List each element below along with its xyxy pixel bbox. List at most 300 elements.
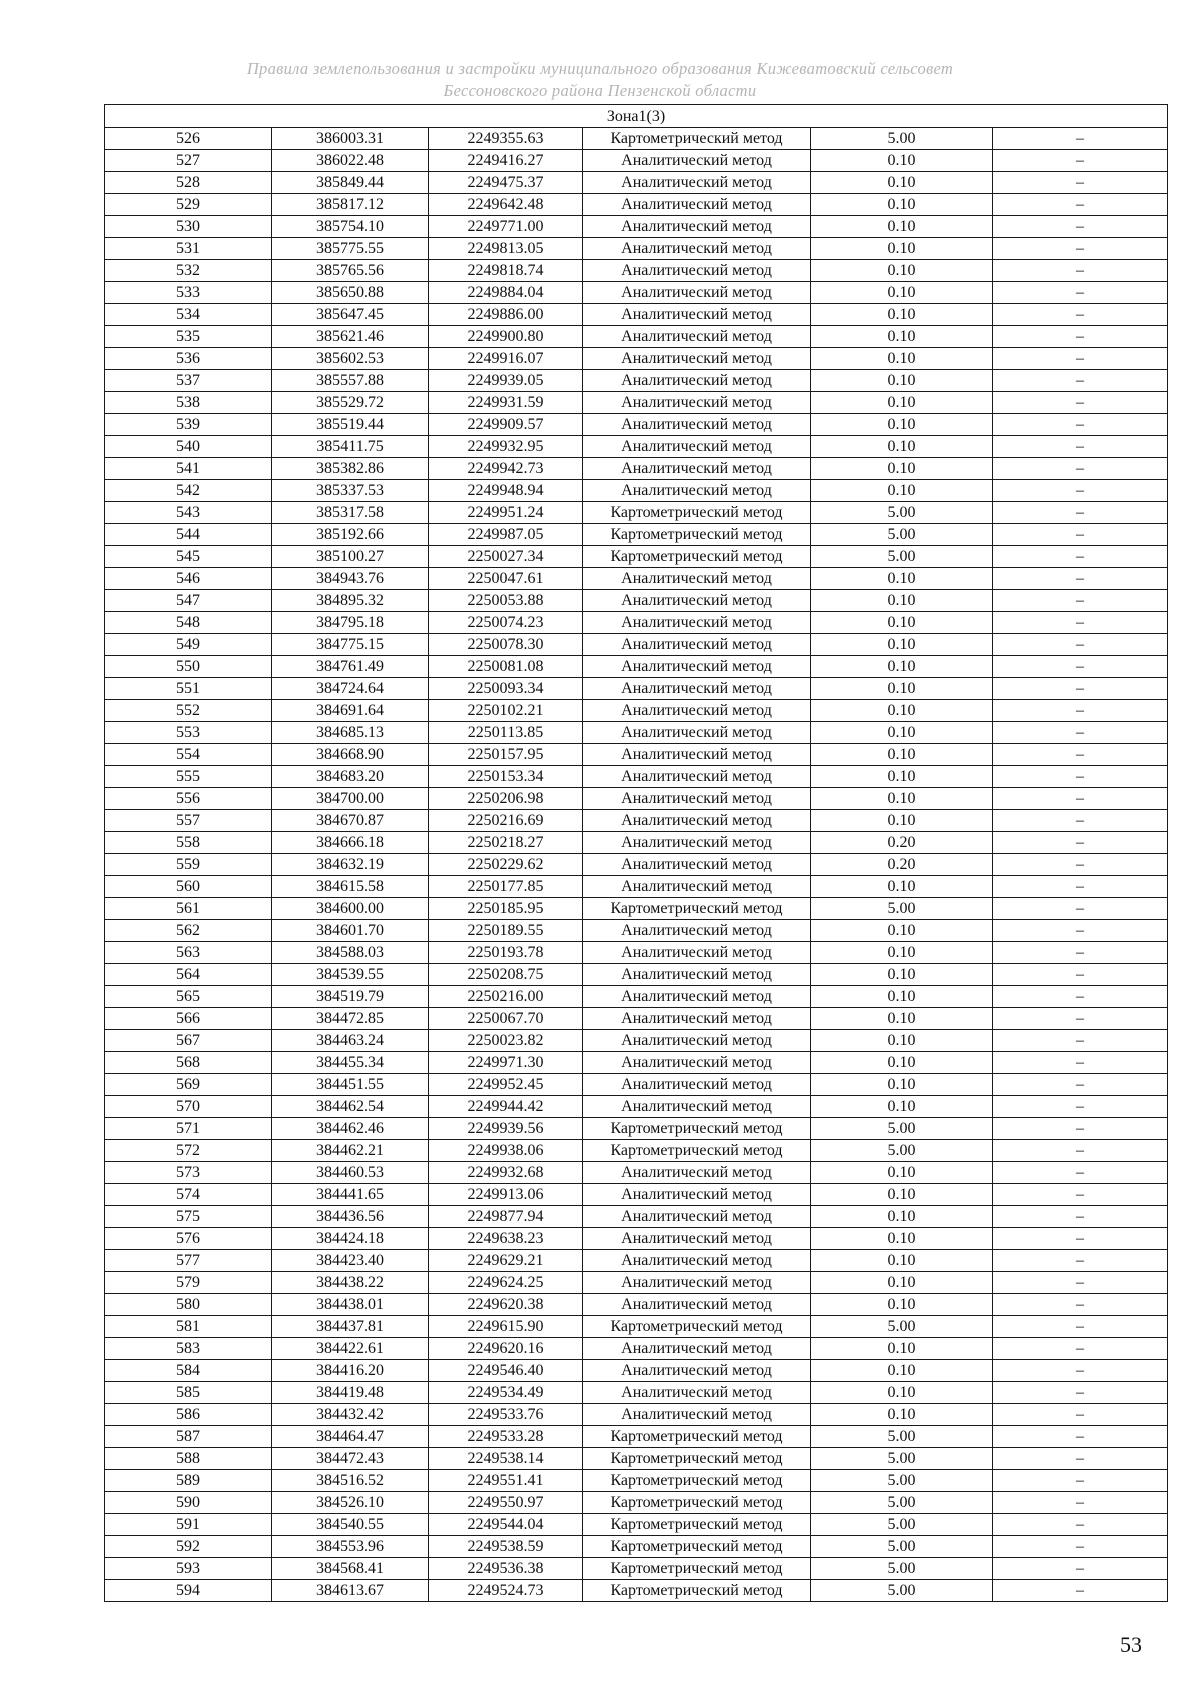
method-cell: Аналитический метод — [583, 304, 811, 326]
table-row — [105, 964, 1168, 986]
accuracy-cell: 0.10 — [811, 1096, 993, 1118]
point-number-cell: 577 — [105, 1250, 272, 1272]
point-number-cell: 559 — [105, 854, 272, 876]
point-number-cell: 557 — [105, 810, 272, 832]
note-cell: – — [993, 414, 1168, 436]
note-cell: – — [993, 282, 1168, 304]
point-number-cell: 576 — [105, 1228, 272, 1250]
note-cell: – — [993, 920, 1168, 942]
y-coordinate-cell: 2249624.25 — [429, 1272, 583, 1294]
x-coordinate-cell: 384568.41 — [272, 1558, 429, 1580]
x-coordinate-cell: 384943.76 — [272, 568, 429, 590]
note-cell: – — [993, 216, 1168, 238]
y-coordinate-cell: 2249938.06 — [429, 1140, 583, 1162]
y-coordinate-cell: 2250081.08 — [429, 656, 583, 678]
point-number-cell: 560 — [105, 876, 272, 898]
table-row — [105, 788, 1168, 810]
table-row — [105, 1338, 1168, 1360]
x-coordinate-cell: 385411.75 — [272, 436, 429, 458]
x-coordinate-cell: 384423.40 — [272, 1250, 429, 1272]
y-coordinate-cell: 2250113.85 — [429, 722, 583, 744]
note-cell: – — [993, 1052, 1168, 1074]
x-coordinate-cell: 384424.18 — [272, 1228, 429, 1250]
y-coordinate-cell: 2249939.56 — [429, 1118, 583, 1140]
y-coordinate-cell: 2249629.21 — [429, 1250, 583, 1272]
table-row — [105, 282, 1168, 304]
method-cell: Аналитический метод — [583, 392, 811, 414]
note-cell: – — [993, 964, 1168, 986]
method-cell: Картометрический метод — [583, 1448, 811, 1470]
note-cell: – — [993, 722, 1168, 744]
x-coordinate-cell: 384761.49 — [272, 656, 429, 678]
table-row — [105, 1206, 1168, 1228]
table-row — [105, 1514, 1168, 1536]
accuracy-cell: 0.10 — [811, 1074, 993, 1096]
y-coordinate-cell: 2249877.94 — [429, 1206, 583, 1228]
x-coordinate-cell: 384700.00 — [272, 788, 429, 810]
note-cell: – — [993, 898, 1168, 920]
x-coordinate-cell: 384472.43 — [272, 1448, 429, 1470]
method-cell: Аналитический метод — [583, 194, 811, 216]
table-row — [105, 370, 1168, 392]
method-cell: Картометрический метод — [583, 1580, 811, 1602]
accuracy-cell: 0.10 — [811, 370, 993, 392]
note-cell: – — [993, 744, 1168, 766]
note-cell: – — [993, 590, 1168, 612]
method-cell: Аналитический метод — [583, 964, 811, 986]
accuracy-cell: 5.00 — [811, 1448, 993, 1470]
accuracy-cell: 0.10 — [811, 216, 993, 238]
note-cell: – — [993, 1514, 1168, 1536]
accuracy-cell: 5.00 — [811, 1426, 993, 1448]
table-row — [105, 634, 1168, 656]
point-number-cell: 588 — [105, 1448, 272, 1470]
x-coordinate-cell: 384416.20 — [272, 1360, 429, 1382]
y-coordinate-cell: 2249931.59 — [429, 392, 583, 414]
table-row — [105, 1536, 1168, 1558]
point-number-cell: 571 — [105, 1118, 272, 1140]
x-coordinate-cell: 385529.72 — [272, 392, 429, 414]
x-coordinate-cell: 384455.34 — [272, 1052, 429, 1074]
x-coordinate-cell: 385519.44 — [272, 414, 429, 436]
accuracy-cell: 0.10 — [811, 1360, 993, 1382]
method-cell: Аналитический метод — [583, 1250, 811, 1272]
point-number-cell: 579 — [105, 1272, 272, 1294]
table-row — [105, 678, 1168, 700]
x-coordinate-cell: 384691.64 — [272, 700, 429, 722]
y-coordinate-cell: 2249944.42 — [429, 1096, 583, 1118]
x-coordinate-cell: 384685.13 — [272, 722, 429, 744]
point-number-cell: 563 — [105, 942, 272, 964]
accuracy-cell: 0.10 — [811, 1008, 993, 1030]
accuracy-cell: 5.00 — [811, 1470, 993, 1492]
method-cell: Картометрический метод — [583, 1316, 811, 1338]
x-coordinate-cell: 384795.18 — [272, 612, 429, 634]
x-coordinate-cell: 385765.56 — [272, 260, 429, 282]
accuracy-cell: 0.10 — [811, 1162, 993, 1184]
point-number-cell: 527 — [105, 150, 272, 172]
note-cell: – — [993, 1360, 1168, 1382]
y-coordinate-cell: 2250102.21 — [429, 700, 583, 722]
y-coordinate-cell: 2250185.95 — [429, 898, 583, 920]
table-row — [105, 744, 1168, 766]
coordinates-table-container — [104, 104, 1167, 1602]
method-cell: Картометрический метод — [583, 1426, 811, 1448]
method-cell: Аналитический метод — [583, 282, 811, 304]
note-cell: – — [993, 172, 1168, 194]
table-row — [105, 1250, 1168, 1272]
y-coordinate-cell: 2249886.00 — [429, 304, 583, 326]
point-number-cell: 586 — [105, 1404, 272, 1426]
method-cell: Аналитический метод — [583, 172, 811, 194]
note-cell: – — [993, 480, 1168, 502]
accuracy-cell: 5.00 — [811, 524, 993, 546]
y-coordinate-cell: 2249546.40 — [429, 1360, 583, 1382]
table-row — [105, 480, 1168, 502]
table-row — [105, 1382, 1168, 1404]
method-cell: Аналитический метод — [583, 854, 811, 876]
note-cell: – — [993, 436, 1168, 458]
point-number-cell: 562 — [105, 920, 272, 942]
method-cell: Аналитический метод — [583, 458, 811, 480]
point-number-cell: 540 — [105, 436, 272, 458]
x-coordinate-cell: 385317.58 — [272, 502, 429, 524]
y-coordinate-cell: 2250216.69 — [429, 810, 583, 832]
method-cell: Аналитический метод — [583, 216, 811, 238]
note-cell: – — [993, 1250, 1168, 1272]
y-coordinate-cell: 2249952.45 — [429, 1074, 583, 1096]
point-number-cell: 575 — [105, 1206, 272, 1228]
y-coordinate-cell: 2249551.41 — [429, 1470, 583, 1492]
accuracy-cell: 0.10 — [811, 194, 993, 216]
method-cell: Картометрический метод — [583, 502, 811, 524]
y-coordinate-cell: 2249475.37 — [429, 172, 583, 194]
point-number-cell: 546 — [105, 568, 272, 590]
x-coordinate-cell: 384683.20 — [272, 766, 429, 788]
y-coordinate-cell: 2249913.06 — [429, 1184, 583, 1206]
note-cell: – — [993, 1448, 1168, 1470]
x-coordinate-cell: 384670.87 — [272, 810, 429, 832]
x-coordinate-cell: 385754.10 — [272, 216, 429, 238]
table-row — [105, 128, 1168, 150]
table-row — [105, 216, 1168, 238]
note-cell: – — [993, 304, 1168, 326]
note-cell: – — [993, 1074, 1168, 1096]
page-header — [0, 58, 1200, 102]
accuracy-cell: 0.10 — [811, 788, 993, 810]
y-coordinate-cell: 2250023.82 — [429, 1030, 583, 1052]
y-coordinate-cell: 2250153.34 — [429, 766, 583, 788]
point-number-cell: 545 — [105, 546, 272, 568]
note-cell: – — [993, 502, 1168, 524]
y-coordinate-cell: 2249615.90 — [429, 1316, 583, 1338]
accuracy-cell: 0.10 — [811, 480, 993, 502]
y-coordinate-cell: 2249951.24 — [429, 502, 583, 524]
y-coordinate-cell: 2249909.57 — [429, 414, 583, 436]
x-coordinate-cell: 384519.79 — [272, 986, 429, 1008]
method-cell: Аналитический метод — [583, 348, 811, 370]
note-cell: – — [993, 392, 1168, 414]
y-coordinate-cell: 2250074.23 — [429, 612, 583, 634]
method-cell: Аналитический метод — [583, 326, 811, 348]
method-cell: Аналитический метод — [583, 1030, 811, 1052]
y-coordinate-cell: 2249533.28 — [429, 1426, 583, 1448]
note-cell: – — [993, 832, 1168, 854]
point-number-cell: 594 — [105, 1580, 272, 1602]
method-cell: Аналитический метод — [583, 634, 811, 656]
point-number-cell: 543 — [105, 502, 272, 524]
accuracy-cell: 5.00 — [811, 546, 993, 568]
note-cell: – — [993, 788, 1168, 810]
x-coordinate-cell: 384419.48 — [272, 1382, 429, 1404]
note-cell: – — [993, 150, 1168, 172]
accuracy-cell: 0.10 — [811, 1206, 993, 1228]
note-cell: – — [993, 854, 1168, 876]
accuracy-cell: 0.10 — [811, 722, 993, 744]
method-cell: Аналитический метод — [583, 414, 811, 436]
method-cell: Аналитический метод — [583, 722, 811, 744]
x-coordinate-cell: 385621.46 — [272, 326, 429, 348]
note-cell: – — [993, 1162, 1168, 1184]
y-coordinate-cell: 2249939.05 — [429, 370, 583, 392]
table-row — [105, 260, 1168, 282]
point-number-cell: 539 — [105, 414, 272, 436]
x-coordinate-cell: 385100.27 — [272, 546, 429, 568]
x-coordinate-cell: 385382.86 — [272, 458, 429, 480]
method-cell: Картометрический метод — [583, 1536, 811, 1558]
note-cell: – — [993, 128, 1168, 150]
point-number-cell: 581 — [105, 1316, 272, 1338]
method-cell: Аналитический метод — [583, 612, 811, 634]
point-number-cell: 591 — [105, 1514, 272, 1536]
point-number-cell: 574 — [105, 1184, 272, 1206]
x-coordinate-cell: 384441.65 — [272, 1184, 429, 1206]
method-cell: Аналитический метод — [583, 656, 811, 678]
table-row — [105, 590, 1168, 612]
accuracy-cell: 0.10 — [811, 172, 993, 194]
y-coordinate-cell: 2249534.49 — [429, 1382, 583, 1404]
accuracy-cell: 5.00 — [811, 1118, 993, 1140]
y-coordinate-cell: 2249932.68 — [429, 1162, 583, 1184]
point-number-cell: 572 — [105, 1140, 272, 1162]
x-coordinate-cell: 384460.53 — [272, 1162, 429, 1184]
accuracy-cell: 0.10 — [811, 1052, 993, 1074]
method-cell: Аналитический метод — [583, 1206, 811, 1228]
point-number-cell: 550 — [105, 656, 272, 678]
point-number-cell: 528 — [105, 172, 272, 194]
note-cell: – — [993, 1338, 1168, 1360]
point-number-cell: 553 — [105, 722, 272, 744]
accuracy-cell: 0.10 — [811, 612, 993, 634]
accuracy-cell: 5.00 — [811, 1316, 993, 1338]
accuracy-cell: 0.10 — [811, 1272, 993, 1294]
x-coordinate-cell: 384588.03 — [272, 942, 429, 964]
accuracy-cell: 0.10 — [811, 568, 993, 590]
point-number-cell: 535 — [105, 326, 272, 348]
accuracy-cell: 0.10 — [811, 920, 993, 942]
point-number-cell: 549 — [105, 634, 272, 656]
method-cell: Аналитический метод — [583, 568, 811, 590]
note-cell: – — [993, 1580, 1168, 1602]
accuracy-cell: 0.10 — [811, 238, 993, 260]
accuracy-cell: 0.10 — [811, 986, 993, 1008]
accuracy-cell: 0.10 — [811, 700, 993, 722]
point-number-cell: 568 — [105, 1052, 272, 1074]
header-line-2: Бессоновского района Пензенской области — [443, 81, 757, 100]
note-cell: – — [993, 1008, 1168, 1030]
note-cell: – — [993, 942, 1168, 964]
y-coordinate-cell: 2249533.76 — [429, 1404, 583, 1426]
method-cell: Аналитический метод — [583, 876, 811, 898]
x-coordinate-cell: 385647.45 — [272, 304, 429, 326]
table-row — [105, 1558, 1168, 1580]
accuracy-cell: 0.10 — [811, 260, 993, 282]
table-row — [105, 458, 1168, 480]
x-coordinate-cell: 384516.52 — [272, 1470, 429, 1492]
note-cell: – — [993, 1382, 1168, 1404]
note-cell: – — [993, 700, 1168, 722]
y-coordinate-cell: 2250078.30 — [429, 634, 583, 656]
note-cell: – — [993, 1536, 1168, 1558]
method-cell: Аналитический метод — [583, 480, 811, 502]
accuracy-cell: 0.10 — [811, 1250, 993, 1272]
x-coordinate-cell: 384666.18 — [272, 832, 429, 854]
x-coordinate-cell: 384600.00 — [272, 898, 429, 920]
point-number-cell: 532 — [105, 260, 272, 282]
header-line-1: Правила землепользования и застройки муниципального образования Кижеватовский сельсовет — [246, 59, 954, 78]
table-row — [105, 1294, 1168, 1316]
table-row — [105, 1228, 1168, 1250]
point-number-cell: 530 — [105, 216, 272, 238]
point-number-cell: 592 — [105, 1536, 272, 1558]
x-coordinate-cell: 384462.54 — [272, 1096, 429, 1118]
x-coordinate-cell: 386022.48 — [272, 150, 429, 172]
table-row — [105, 304, 1168, 326]
point-number-cell: 583 — [105, 1338, 272, 1360]
note-cell: – — [993, 524, 1168, 546]
y-coordinate-cell: 2250206.98 — [429, 788, 583, 810]
table-row — [105, 832, 1168, 854]
method-cell: Аналитический метод — [583, 238, 811, 260]
table-row — [105, 656, 1168, 678]
note-cell: – — [993, 810, 1168, 832]
y-coordinate-cell: 2249538.59 — [429, 1536, 583, 1558]
table-row — [105, 392, 1168, 414]
point-number-cell: 565 — [105, 986, 272, 1008]
point-number-cell: 531 — [105, 238, 272, 260]
table-row — [105, 172, 1168, 194]
method-cell: Аналитический метод — [583, 260, 811, 282]
note-cell: – — [993, 1470, 1168, 1492]
point-number-cell: 536 — [105, 348, 272, 370]
table-row — [105, 568, 1168, 590]
point-number-cell: 580 — [105, 1294, 272, 1316]
accuracy-cell: 0.10 — [811, 436, 993, 458]
x-coordinate-cell: 384422.61 — [272, 1338, 429, 1360]
point-number-cell: 551 — [105, 678, 272, 700]
method-cell: Аналитический метод — [583, 1294, 811, 1316]
accuracy-cell: 5.00 — [811, 128, 993, 150]
table-row — [105, 1404, 1168, 1426]
accuracy-cell: 0.10 — [811, 1338, 993, 1360]
accuracy-cell: 0.20 — [811, 854, 993, 876]
y-coordinate-cell: 2250047.61 — [429, 568, 583, 590]
y-coordinate-cell: 2249900.80 — [429, 326, 583, 348]
table-row — [105, 1492, 1168, 1514]
point-number-cell: 538 — [105, 392, 272, 414]
point-number-cell: 558 — [105, 832, 272, 854]
note-cell: – — [993, 194, 1168, 216]
table-row — [105, 502, 1168, 524]
table-row — [105, 1162, 1168, 1184]
method-cell: Аналитический метод — [583, 1382, 811, 1404]
y-coordinate-cell: 2249550.97 — [429, 1492, 583, 1514]
point-number-cell: 552 — [105, 700, 272, 722]
table-row — [105, 898, 1168, 920]
method-cell: Картометрический метод — [583, 1118, 811, 1140]
accuracy-cell: 0.10 — [811, 1184, 993, 1206]
note-cell: – — [993, 1316, 1168, 1338]
x-coordinate-cell: 385650.88 — [272, 282, 429, 304]
point-number-cell: 548 — [105, 612, 272, 634]
method-cell: Аналитический метод — [583, 744, 811, 766]
accuracy-cell: 0.10 — [811, 634, 993, 656]
accuracy-cell: 0.10 — [811, 1404, 993, 1426]
point-number-cell: 573 — [105, 1162, 272, 1184]
x-coordinate-cell: 384539.55 — [272, 964, 429, 986]
x-coordinate-cell: 384462.21 — [272, 1140, 429, 1162]
method-cell: Аналитический метод — [583, 766, 811, 788]
method-cell: Аналитический метод — [583, 986, 811, 1008]
point-number-cell: 564 — [105, 964, 272, 986]
y-coordinate-cell: 2249932.95 — [429, 436, 583, 458]
y-coordinate-cell: 2249355.63 — [429, 128, 583, 150]
point-number-cell: 590 — [105, 1492, 272, 1514]
table-row — [105, 546, 1168, 568]
table-row — [105, 810, 1168, 832]
note-cell: – — [993, 1140, 1168, 1162]
y-coordinate-cell: 2249638.23 — [429, 1228, 583, 1250]
table-row — [105, 194, 1168, 216]
y-coordinate-cell: 2250208.75 — [429, 964, 583, 986]
point-number-cell: 547 — [105, 590, 272, 612]
accuracy-cell: 0.10 — [811, 1030, 993, 1052]
method-cell: Картометрический метод — [583, 1140, 811, 1162]
y-coordinate-cell: 2249538.14 — [429, 1448, 583, 1470]
table-row — [105, 700, 1168, 722]
point-number-cell: 566 — [105, 1008, 272, 1030]
table-row — [105, 876, 1168, 898]
table-row — [105, 1470, 1168, 1492]
y-coordinate-cell: 2250027.34 — [429, 546, 583, 568]
accuracy-cell: 0.10 — [811, 392, 993, 414]
method-cell: Аналитический метод — [583, 810, 811, 832]
method-cell: Аналитический метод — [583, 1272, 811, 1294]
method-cell: Картометрический метод — [583, 898, 811, 920]
point-number-cell: 526 — [105, 128, 272, 150]
point-number-cell: 534 — [105, 304, 272, 326]
method-cell: Аналитический метод — [583, 436, 811, 458]
note-cell: – — [993, 1404, 1168, 1426]
method-cell: Аналитический метод — [583, 1008, 811, 1030]
accuracy-cell: 0.10 — [811, 282, 993, 304]
table-row — [105, 414, 1168, 436]
accuracy-cell: 5.00 — [811, 1558, 993, 1580]
note-cell: – — [993, 876, 1168, 898]
y-coordinate-cell: 2249884.04 — [429, 282, 583, 304]
accuracy-cell: 0.10 — [811, 942, 993, 964]
accuracy-cell: 5.00 — [811, 898, 993, 920]
